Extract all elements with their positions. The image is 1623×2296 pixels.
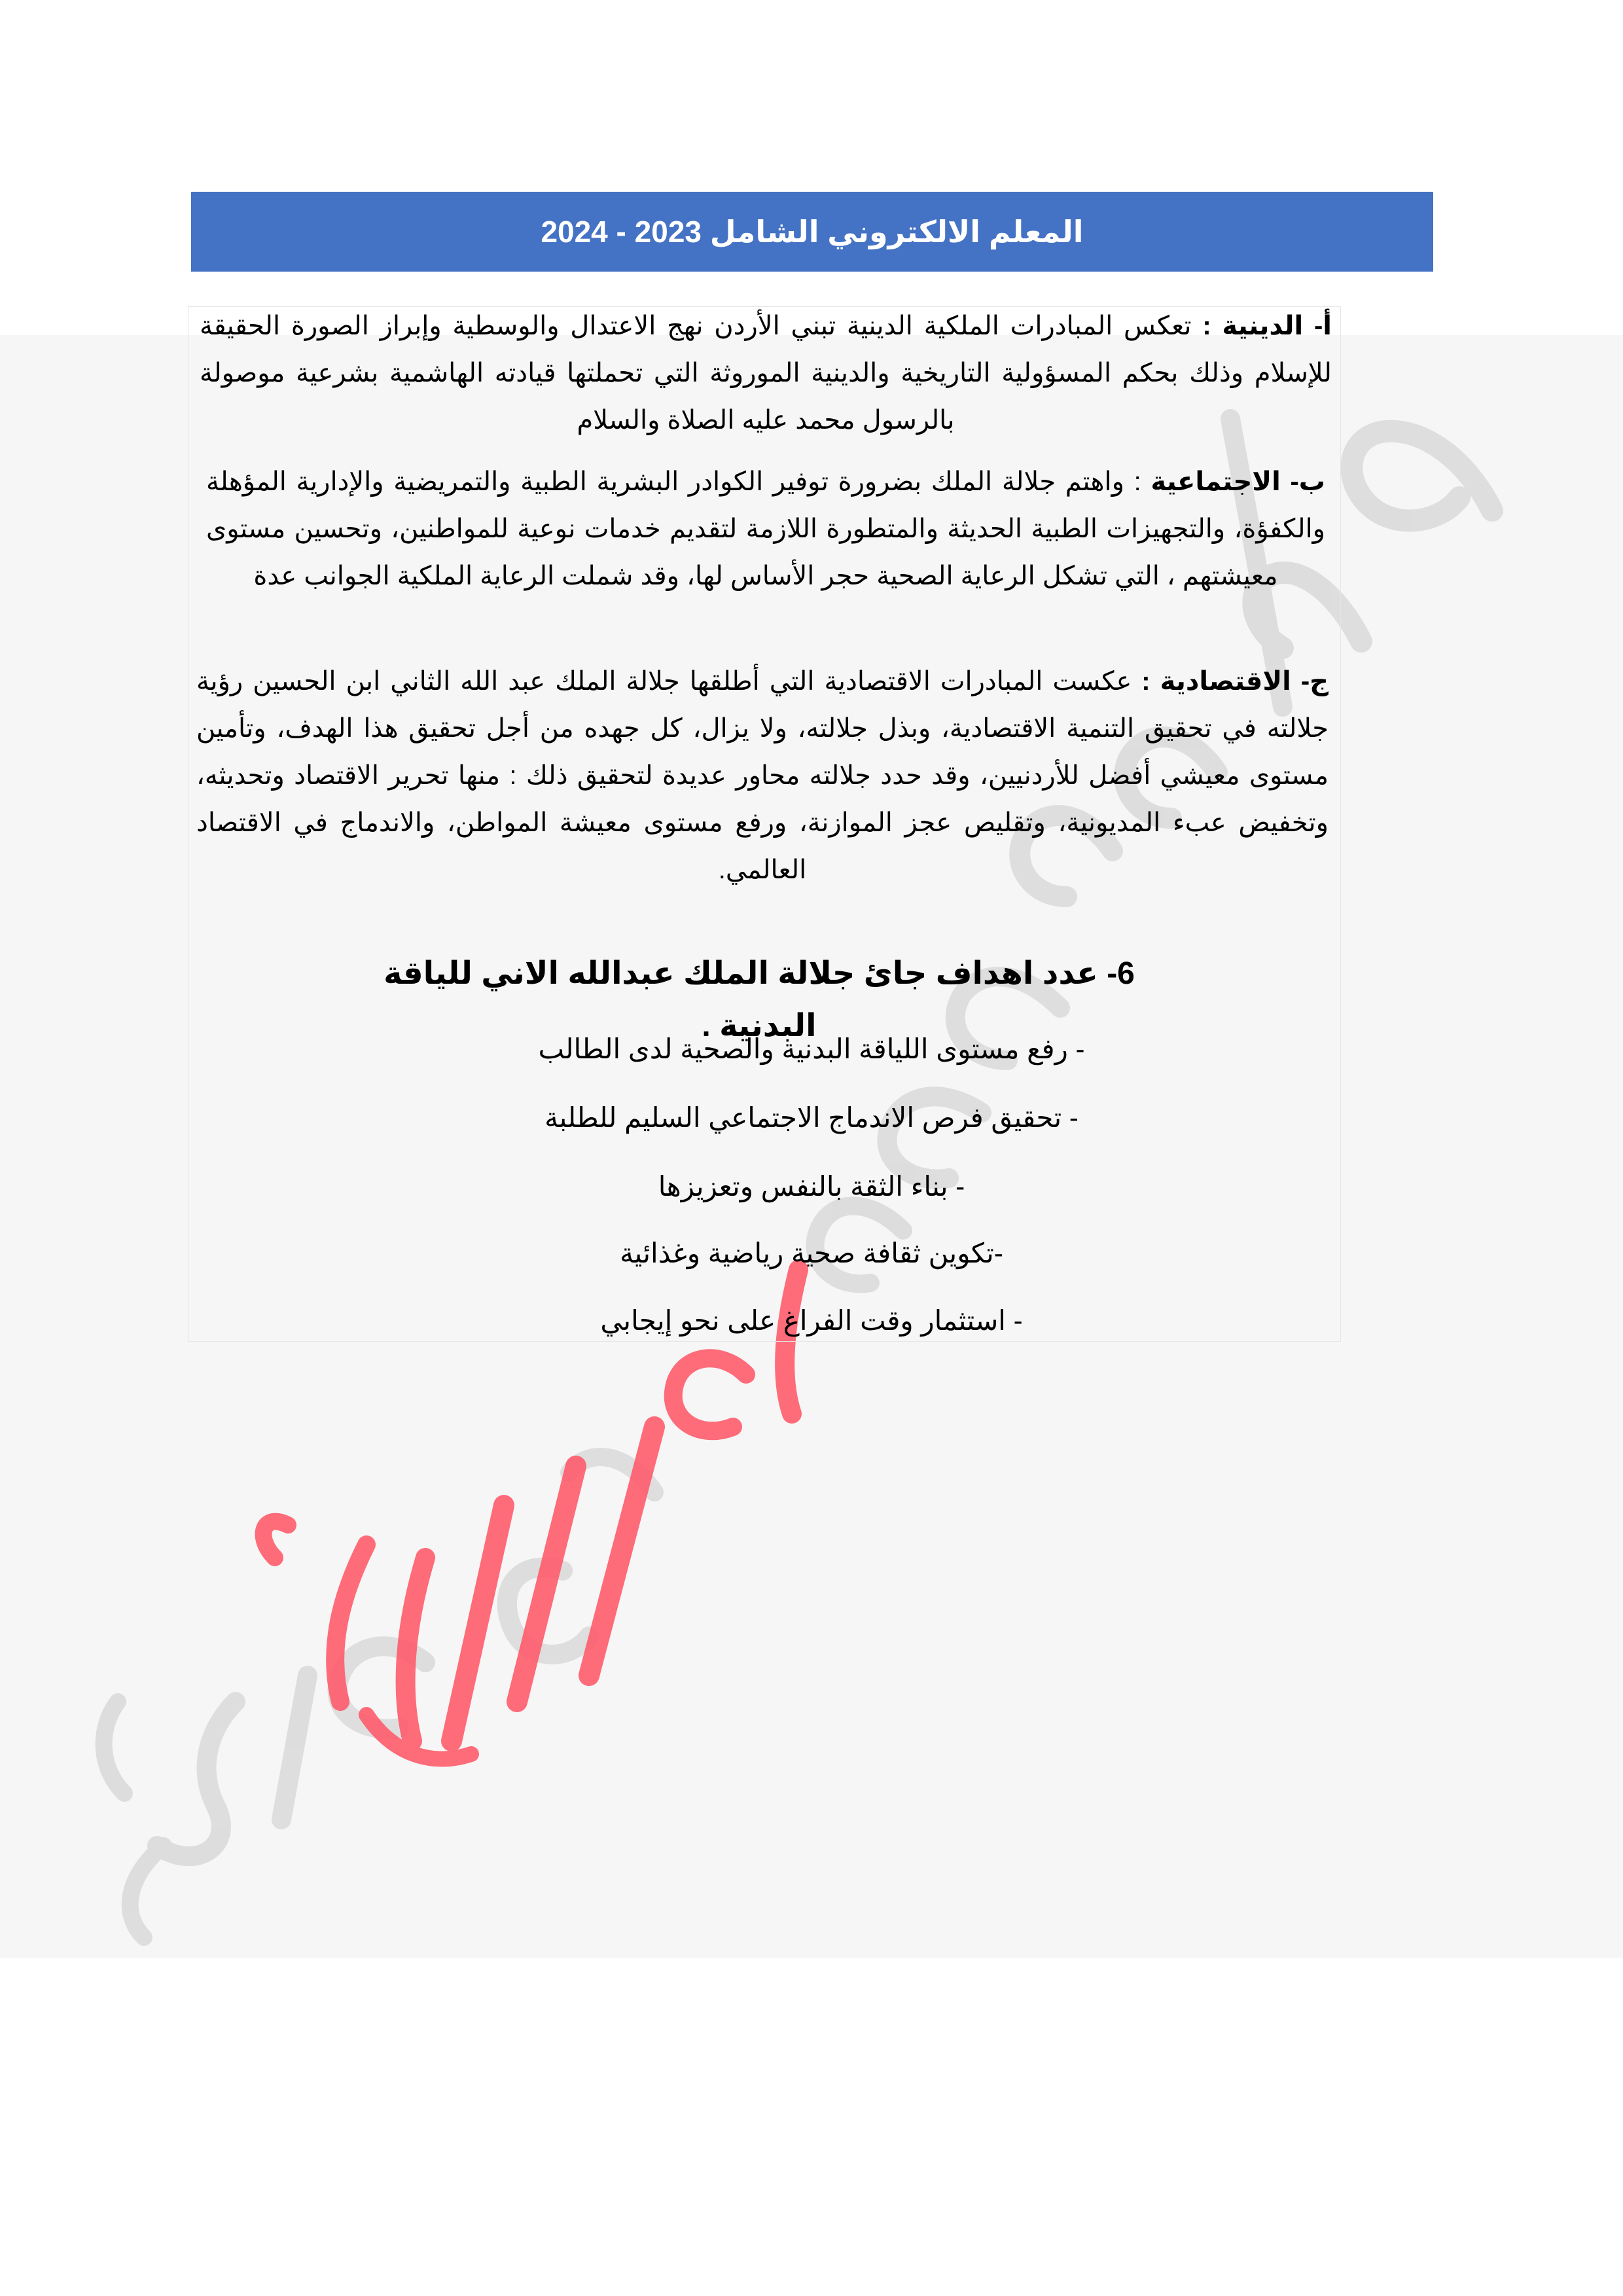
list-item: -تكوين ثقافة صحية رياضية وغذائية	[620, 1238, 1003, 1268]
list-item: - بناء الثقة بالنفس وتعزيزها	[658, 1171, 965, 1202]
paragraph-economic	[196, 658, 1329, 893]
section-heading: 6- عدد اهداف جائ جلالة الملك عبدالله الاني للياقة البدنية .	[383, 956, 1135, 1043]
list-item: - تحقيق فرص الاندماج الاجتماعي السليم للطلبة	[544, 1102, 1079, 1133]
list-item: - استثمار وقت الفراغ على نحو إيجابي	[600, 1305, 1023, 1336]
paragraph-text: عكست المبادرات الاقتصادية التي أطلقها جلالة الملك عبد الله الثاني ابن الحسين رؤية جلالته في تحقيق التنمية الاقتصادية، وبذل جلالته، ولا يزال، كل جهده من أجل تحقيق هذا الهدف، وتأمين مستوى معيشي أفضل للأردنيين، وقد حدد جلالته محاور عديدة لتحقيق ذلك : منها تحرير الاقتصاد وتحديثه، وتخفيض عبء المديونية، وتقليص عجز الموازنة، ورفع مستوى معيشة المواطن، والاندماج في الاقتصاد العالمي.	[196, 667, 1329, 884]
list-item: - رفع مستوى اللياقة البدنية والصحية لدى الطالب	[538, 1033, 1085, 1064]
paragraph-social	[206, 458, 1325, 600]
paragraph-label: أ- الدينية :	[1202, 312, 1332, 340]
paragraph-text: تعكس المبادرات الملكية الدينية تبني الأردن نهج الاعتدال والوسطية وإبراز الصورة الحقيقة للإسلام وذلك بحكم المسؤولية التاريخية والدينية الموروثة التي تحملتها قيادته الهاشمية بشرعية موصولة بالرسول محمد عليه الصلاة والسلام	[200, 312, 1332, 435]
paragraph-label: ب- الاجتماعية	[1150, 467, 1325, 496]
paragraph-label: ج- الاقتصادية :	[1141, 667, 1329, 696]
header-bar	[191, 192, 1433, 272]
page-title: المعلم الالكتروني الشامل 2023 - 2024	[541, 215, 1084, 249]
paragraph-text: : واهتم جلالة الملك بضرورة توفير الكوادر البشرية الطبية والتمريضية والإدارية المؤهلة والكفؤة، والتجهيزات الطبية الحديثة والمتطورة اللازمة لتقديم خدمات نوعية للمواطنين، وتحسين مستوى معيشتهم ، التي تشكل الرعاية الصحية حجر الأساس لها، وقد شملت الرعاية الملكية الجوانب عدة	[206, 467, 1325, 590]
paragraph-religious	[200, 302, 1332, 444]
